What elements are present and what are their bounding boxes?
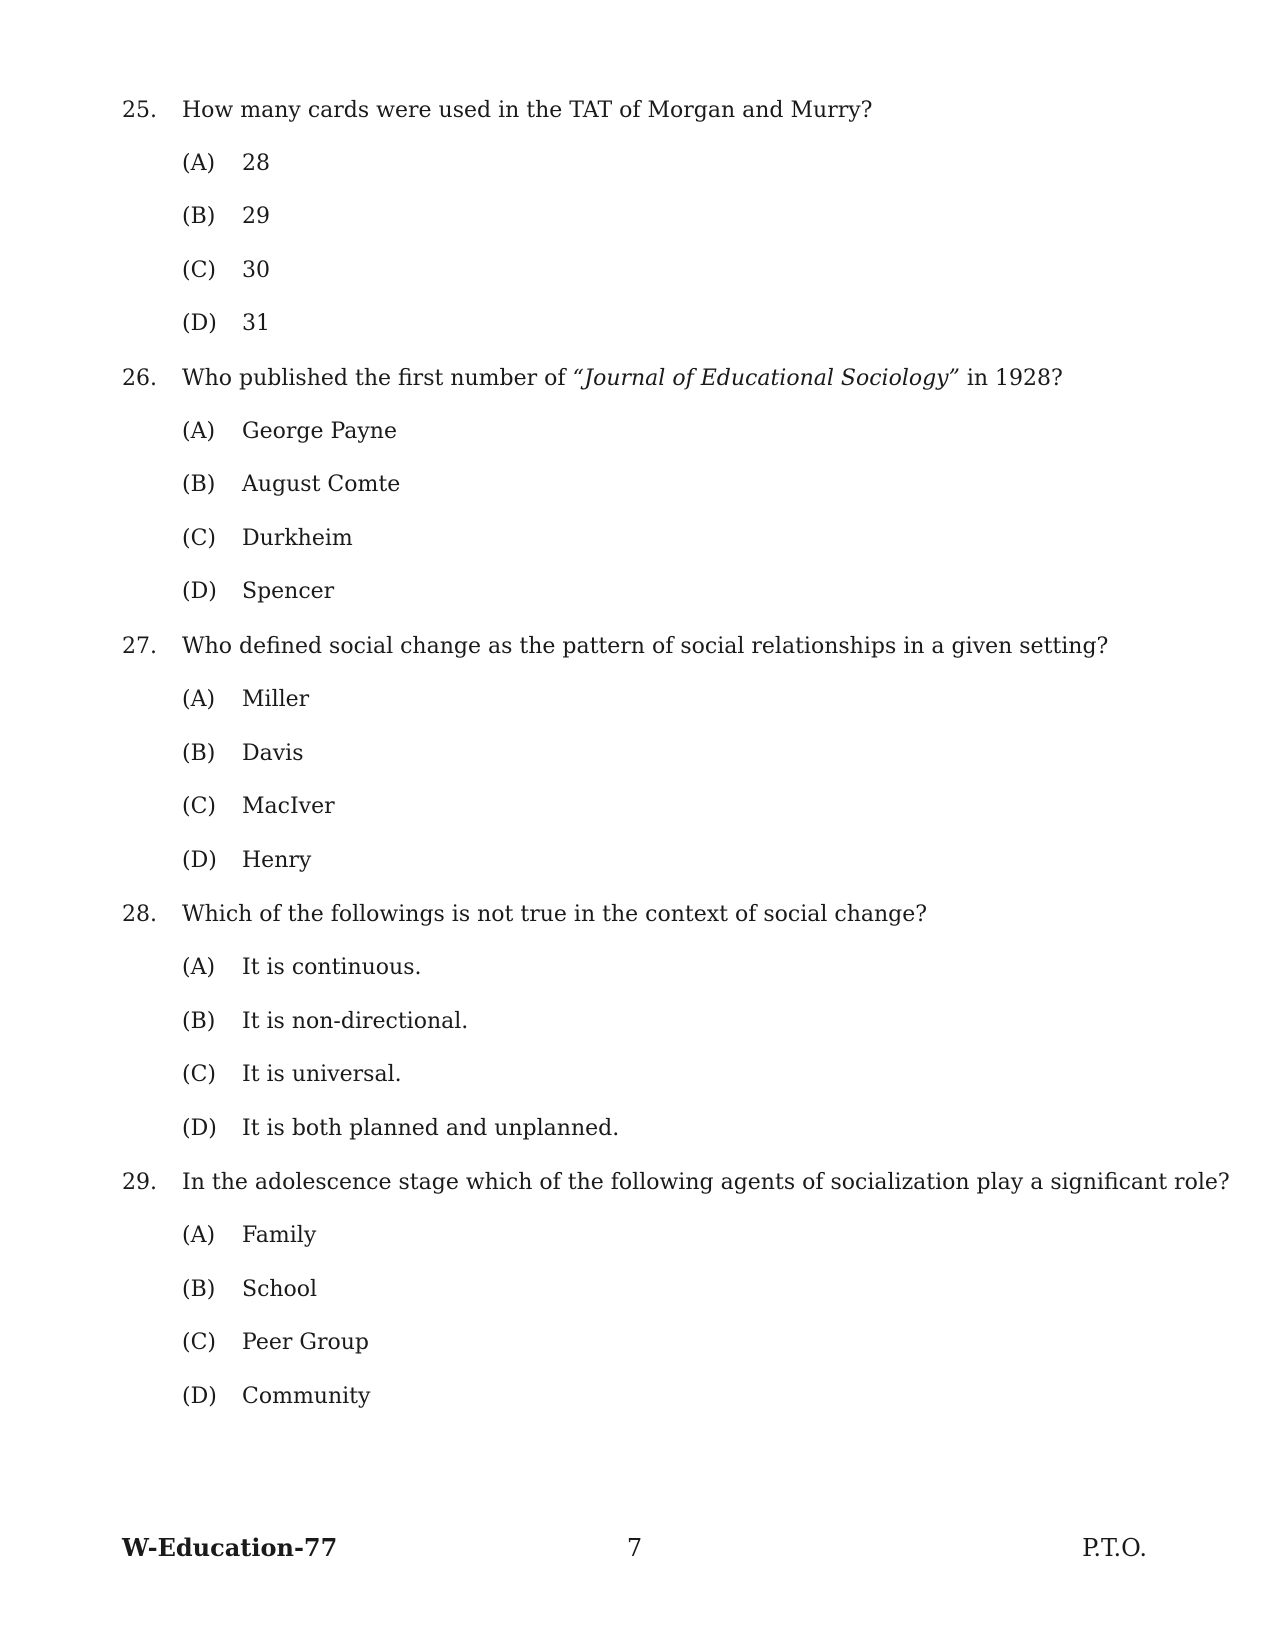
option-b [122, 743, 1172, 796]
question-text: In the adolescence stage which of the following agents of socialization play a significant role? [182, 1170, 1230, 1195]
option-letter: (B) [182, 1009, 216, 1034]
option-letter: (A) [182, 687, 216, 712]
option-list [122, 1225, 1172, 1426]
option-letter: (C) [182, 1062, 216, 1087]
question-stem [122, 363, 1172, 395]
option-letter: (B) [182, 741, 216, 766]
option-letter: (A) [182, 151, 216, 176]
option-b [122, 206, 1172, 260]
option-list [122, 957, 1172, 1158]
page-footer [122, 1528, 1147, 1568]
option-text: Davis [242, 741, 304, 766]
question-number: 29. [122, 1170, 157, 1195]
question-28 [122, 899, 1172, 1158]
option-text: 30 [242, 258, 270, 283]
option-a [122, 957, 1172, 1011]
option-text: August Comte [242, 472, 401, 497]
option-text: 31 [242, 311, 270, 336]
option-letter: (D) [182, 1384, 217, 1409]
option-letter: (C) [182, 1330, 216, 1355]
question-number: 27. [122, 634, 157, 659]
question-stem [122, 631, 1172, 663]
option-text: School [242, 1277, 318, 1302]
question-stem [122, 95, 1172, 127]
option-text: Durkheim [242, 526, 353, 551]
option-d [122, 1118, 1172, 1158]
question-text-before: Who published the first number of [182, 366, 573, 391]
option-letter: (D) [182, 579, 217, 604]
option-c [122, 260, 1172, 313]
question-text: Who defined social change as the pattern of social relationships in a given setting? [182, 634, 1109, 659]
question-text [182, 363, 1063, 395]
option-letter: (B) [182, 204, 216, 229]
option-c [122, 796, 1172, 850]
option-list [122, 689, 1172, 890]
question-25 [122, 95, 1172, 353]
option-d [122, 1386, 1172, 1426]
option-list [122, 153, 1172, 353]
question-stem [122, 899, 1172, 931]
option-a [122, 689, 1172, 743]
option-letter: (A) [182, 1223, 216, 1248]
please-turn-over: P.T.O. [1082, 1534, 1147, 1562]
option-letter: (C) [182, 258, 216, 283]
page-number: 7 [626, 1534, 643, 1562]
question-29 [122, 1167, 1230, 1426]
paper-code: W-Education-77 [122, 1533, 338, 1562]
option-d [122, 850, 1172, 890]
question-number: 26. [122, 366, 157, 391]
question-27 [122, 631, 1172, 890]
option-text: 29 [242, 204, 270, 229]
option-a [122, 1225, 1172, 1279]
option-list [122, 421, 1172, 621]
option-text: Family [242, 1223, 317, 1248]
option-text: Miller [242, 687, 310, 712]
option-letter: (D) [182, 848, 217, 873]
question-text: How many cards were used in the TAT of Morgan and Murry? [182, 98, 873, 123]
option-text: Community [242, 1384, 371, 1409]
option-letter: (A) [182, 419, 216, 444]
option-d [122, 581, 1172, 621]
option-text: George Payne [242, 419, 397, 444]
option-a [122, 421, 1172, 474]
option-b [122, 474, 1172, 528]
option-c [122, 528, 1172, 581]
option-text: Peer Group [242, 1330, 369, 1355]
option-b [122, 1011, 1172, 1064]
option-text: MacIver [242, 794, 335, 819]
question-text-after: in 1928? [959, 366, 1063, 391]
option-c [122, 1064, 1172, 1118]
option-letter: (A) [182, 955, 216, 980]
option-letter: (C) [182, 794, 216, 819]
option-text: 28 [242, 151, 270, 176]
question-stem [122, 1167, 1230, 1199]
option-text: It is continuous. [242, 955, 422, 980]
option-letter: (D) [182, 311, 217, 336]
option-a [122, 153, 1172, 206]
journal-title: “Journal of Educational Sociology” [572, 366, 960, 391]
question-text: Which of the followings is not true in the context of social change? [182, 902, 928, 927]
option-letter: (D) [182, 1116, 217, 1141]
question-26 [122, 363, 1172, 621]
option-b [122, 1279, 1172, 1332]
option-d [122, 313, 1172, 353]
option-letter: (C) [182, 526, 216, 551]
option-text: Spencer [242, 579, 335, 604]
option-text: It is both planned and unplanned. [242, 1116, 620, 1141]
option-text: Henry [242, 848, 312, 873]
option-c [122, 1332, 1172, 1386]
question-number: 25. [122, 98, 157, 123]
option-letter: (B) [182, 472, 216, 497]
option-text: It is universal. [242, 1062, 402, 1087]
option-text: It is non-directional. [242, 1009, 469, 1034]
question-number: 28. [122, 902, 157, 927]
option-letter: (B) [182, 1277, 216, 1302]
